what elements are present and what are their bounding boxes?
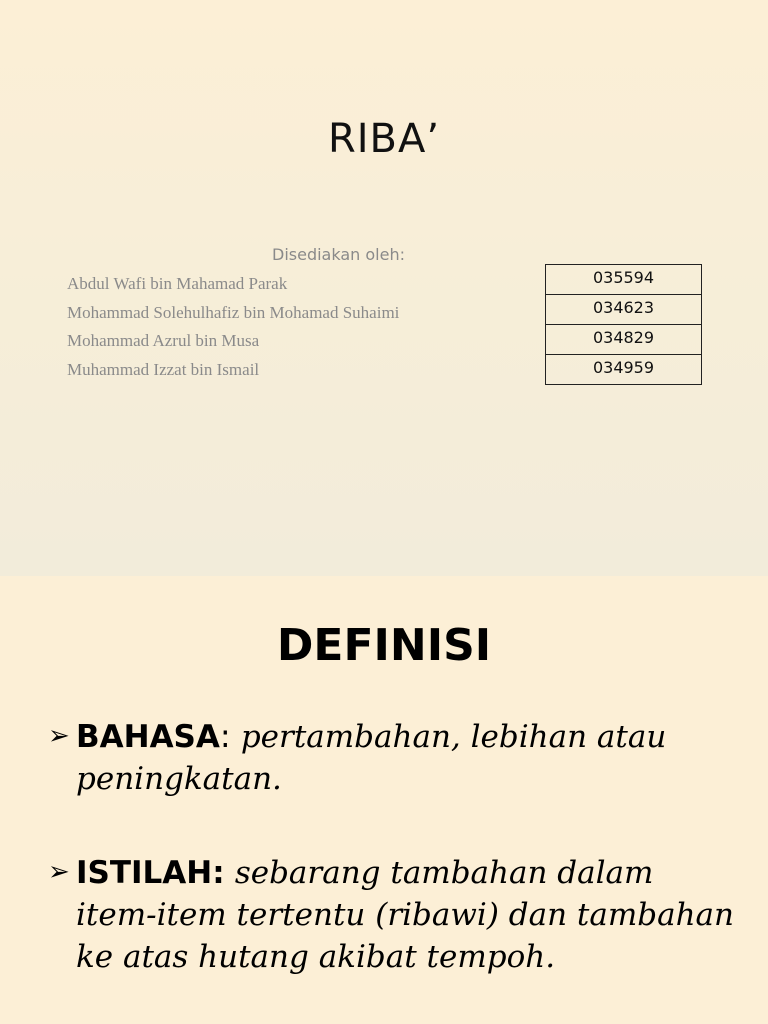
definition-text bbox=[76, 716, 738, 800]
definition-term: BAHASA bbox=[76, 719, 220, 755]
prepared-by-label: Disediakan oleh: bbox=[272, 245, 405, 264]
table-row bbox=[546, 295, 702, 325]
definition-title: DEFINISI bbox=[276, 620, 492, 671]
definition-text bbox=[76, 852, 738, 978]
student-id-cell: 034829 bbox=[546, 325, 702, 355]
arrow-bullet-icon: ➢ bbox=[48, 721, 70, 751]
table-row bbox=[546, 325, 702, 355]
definition-description: sebarang tambahan dalam item-item tertentu (ribawi) dan tambahan ke atas hutang akibat tempoh. bbox=[76, 855, 734, 975]
definition-point-bahasa bbox=[48, 716, 738, 800]
author-name: Abdul Wafi bin Mahamad Parak bbox=[67, 274, 288, 293]
definition-separator: : bbox=[219, 717, 231, 755]
definition-term: ISTILAH: bbox=[76, 855, 225, 891]
table-row bbox=[546, 355, 702, 385]
student-id-cell: 035594 bbox=[546, 265, 702, 295]
student-id-cell: 034623 bbox=[546, 295, 702, 325]
author-name: Mohammad Solehulhafiz bin Mohamad Suhaimi bbox=[67, 302, 400, 322]
definition-description: pertambahan, lebihan atau peningkatan. bbox=[76, 719, 667, 797]
student-id-table bbox=[545, 264, 702, 385]
author-name: Mohammad Azrul bin Musa bbox=[67, 331, 260, 351]
student-id-cell: 034959 bbox=[546, 355, 702, 385]
author-list bbox=[67, 273, 399, 387]
arrow-bullet-icon: ➢ bbox=[48, 857, 70, 887]
table-row bbox=[546, 265, 702, 295]
definition-point-istilah bbox=[48, 852, 738, 978]
slide-title: RIBA’ bbox=[327, 116, 441, 162]
author-name: Muhammad Izzat bin Ismail bbox=[67, 359, 260, 379]
